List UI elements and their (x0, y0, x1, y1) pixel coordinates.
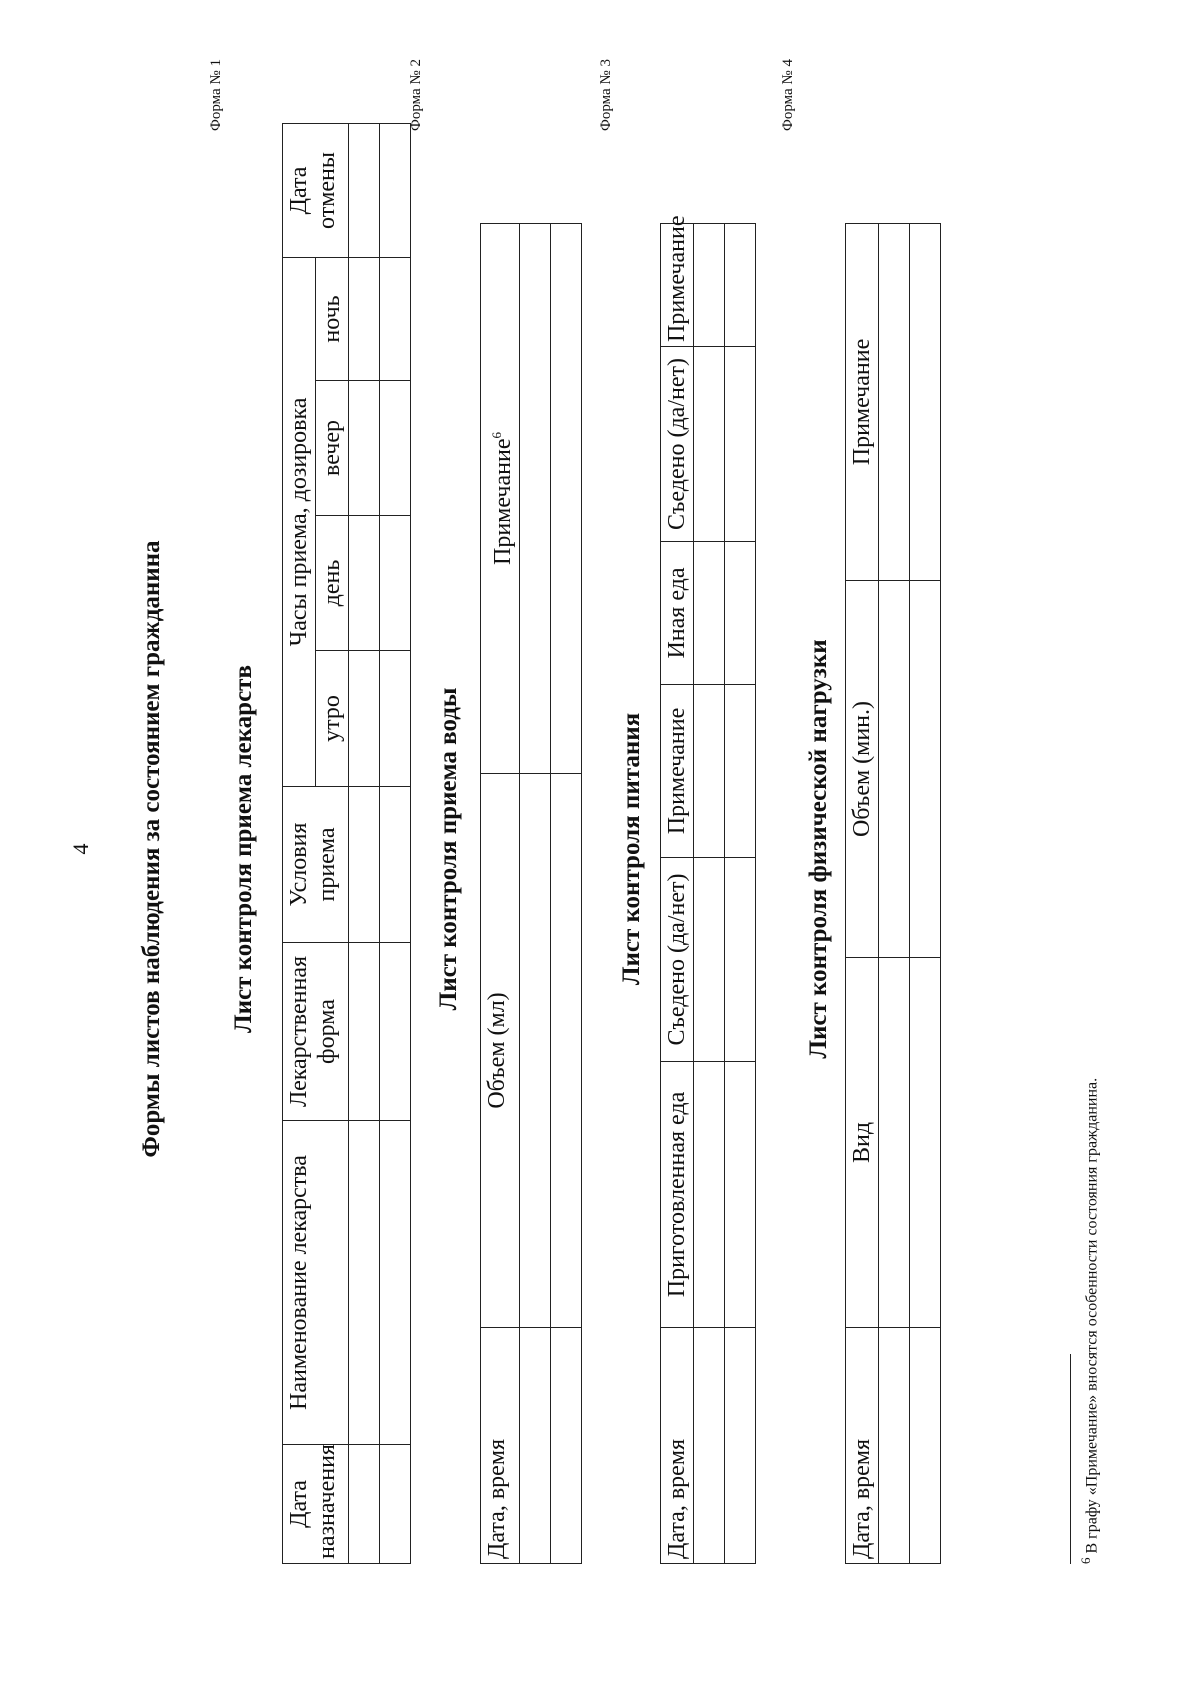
form2-table (480, 223, 582, 1564)
header-note: Примечание (661, 223, 694, 346)
form3-title: Лист контроля питания (618, 712, 645, 985)
header-kind: Вид (846, 957, 879, 1327)
form4-label: Форма № 4 (780, 58, 796, 131)
table-row (725, 223, 756, 1563)
footnote-text: В графу «Примечание» вносятся особенности состояния гражданина. (1083, 1077, 1101, 1553)
table-row (520, 223, 551, 1563)
form1-table (282, 122, 411, 1563)
landscape-content (60, 59, 1140, 1639)
header-drug-name: Наименование лекарства (283, 1120, 349, 1444)
header-day: день (316, 515, 349, 650)
header-evening: вечер (316, 380, 349, 515)
header-night: ночь (316, 257, 349, 380)
header-note: Примечание (661, 684, 694, 857)
form1-title: Лист контроля приема лекарств (230, 664, 257, 1033)
form1-label: Форма № 1 (208, 58, 224, 131)
form2-label: Форма № 2 (408, 58, 424, 131)
form4-title: Лист контроля физической нагрузки (805, 638, 832, 1059)
header-note: Примечание (846, 223, 879, 580)
header-dosage-form: Лекарственная форма (283, 942, 349, 1120)
page-number: 4 (68, 843, 93, 854)
header-hours: Часы приема, дозировка (283, 257, 316, 786)
table-row (551, 223, 582, 1563)
header-volume: Объем (мин.) (846, 580, 879, 957)
table-row (380, 123, 411, 1563)
header-note: Примечание$^6$ (481, 223, 520, 773)
footnote-separator (1070, 1354, 1071, 1564)
header-datetime: Дата, время (846, 1327, 879, 1563)
header-datetime: Дата, время (481, 1327, 520, 1563)
form4-table (845, 223, 941, 1564)
header-other-food: Иная еда (661, 541, 694, 684)
header-eaten: Съедено (да/нет) (661, 346, 694, 541)
table-row (910, 223, 941, 1563)
header-morning: утро (316, 650, 349, 786)
header-date-cancel: Дата отмены (283, 123, 349, 257)
form3-table (660, 215, 756, 1564)
footnote-mark: 6 (1078, 1557, 1093, 1564)
footnote (1078, 1077, 1101, 1563)
header-date-assigned: Дата назначения (283, 1444, 349, 1563)
table-row (694, 223, 725, 1563)
form2-title: Лист контроля приема воды (435, 687, 462, 1010)
table-row (879, 223, 910, 1563)
header-cooked-food: Приготовленная еда (661, 1061, 694, 1327)
header-eaten: Съедено (да/нет) (661, 857, 694, 1061)
table-row (349, 123, 380, 1563)
footnote-ref: 6 (489, 431, 504, 439)
header-volume: Объем (мл) (481, 773, 520, 1327)
document-title: Формы листов наблюдения за состоянием гражданина (138, 539, 165, 1158)
header-conditions: Условия приема (283, 786, 349, 942)
form3-label: Форма № 3 (598, 58, 614, 131)
header-datetime: Дата, время (661, 1327, 694, 1563)
